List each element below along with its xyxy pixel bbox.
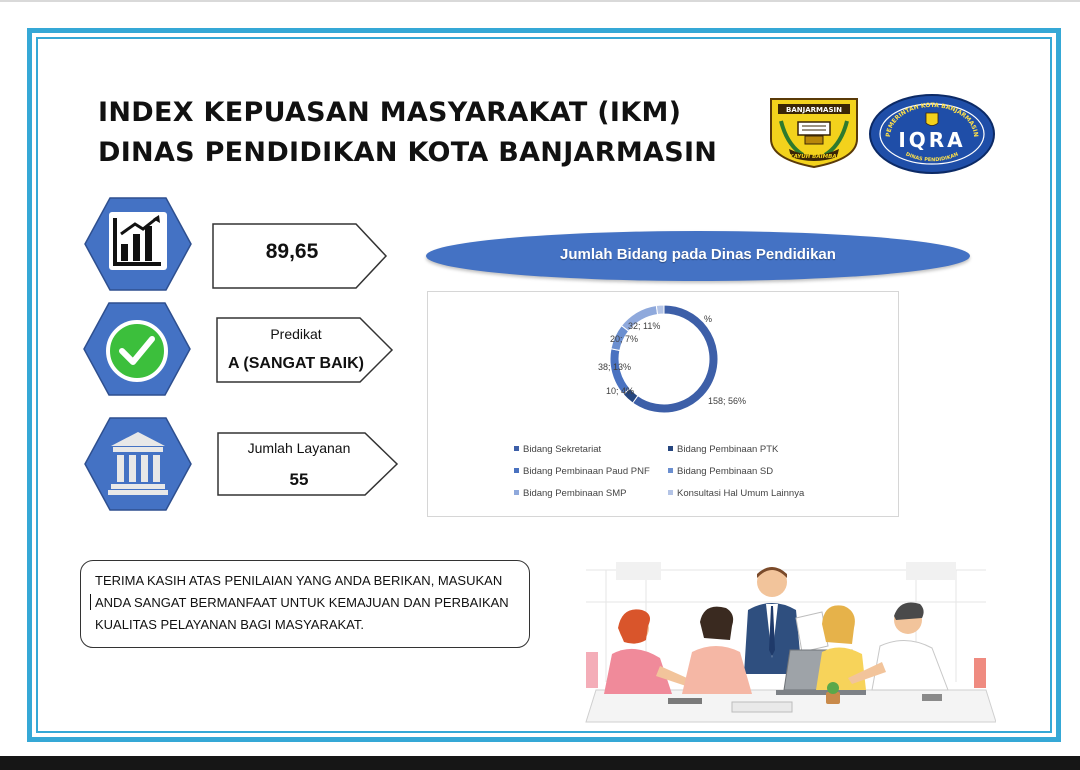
page-title — [98, 93, 717, 173]
top-divider — [0, 0, 1080, 2]
stat-hexagon-layanan — [83, 416, 193, 512]
legend-swatch — [668, 446, 673, 451]
jumlah-layanan-value: 55 — [289, 470, 309, 489]
svg-text:DINAS PENDIDIKAN: DINAS PENDIDIKAN — [904, 151, 960, 164]
stat-hexagon-predikat — [82, 301, 192, 397]
layanan-tag — [217, 432, 399, 496]
donut-data-label-bidang-sekretariat: 158; 56% — [708, 396, 747, 406]
score-tag — [212, 223, 388, 289]
legend-item-bidang-pembinaan-ptk — [668, 444, 778, 455]
legend-item-bidang-sekretariat — [514, 444, 601, 455]
title-line-1: INDEX KEPUASAN MASYARAKAT (IKM) — [98, 97, 682, 128]
donut-chart — [428, 292, 900, 518]
legend-swatch — [514, 490, 519, 495]
legend-label: Bidang Pembinaan SMP — [523, 488, 627, 499]
thank-you-message — [95, 570, 525, 636]
donut-slice-konsultasi-hal-umum-lainnya — [656, 305, 664, 314]
predikat-label: Predikat — [270, 326, 322, 342]
iqra-dinas-pendidikan-logo — [868, 93, 996, 175]
text-cursor — [90, 594, 91, 610]
legend-label: Bidang Pembinaan SD — [677, 466, 774, 477]
chart-title-banner — [426, 231, 970, 281]
legend-label: Bidang Pembinaan Paud PNF — [523, 466, 650, 477]
team-meeting-illustration — [576, 562, 996, 734]
legend-item-bidang-pembinaan-sd — [668, 466, 773, 477]
stat-hexagon-score — [83, 196, 193, 292]
predikat-value: A (SANGAT BAIK) — [228, 355, 364, 372]
legend-label: Bidang Sekretariat — [523, 444, 602, 455]
ikm-score-value: 89,65 — [265, 240, 319, 263]
legend-item-bidang-pembinaan-smp — [514, 488, 627, 499]
donut-data-label-bidang-pembinaan-sd: 20; 7% — [610, 334, 639, 344]
svg-text:PEMERINTAH KOTA BANJARMASIN: PEMERINTAH KOTA BANJARMASIN — [884, 101, 980, 138]
message-line-3: KUALITAS PELAYANAN BAGI MASYARAKAT. — [95, 617, 364, 632]
svg-text:BANJARMASIN: BANJARMASIN — [786, 106, 842, 114]
donut-chart-panel — [427, 291, 899, 517]
bar-chart-icon — [109, 212, 167, 270]
donut-data-label-konsultasi-hal-umum-lainnya: % — [704, 314, 713, 324]
donut-data-label-bidang-pembinaan-ptk: 10; 4% — [606, 386, 635, 396]
title-line-2: DINAS PENDIDIKAN KOTA BANJARMASIN — [98, 137, 718, 168]
legend-item-konsultasi-hal-umum-lainnya — [668, 488, 804, 499]
svg-text:IQRA: IQRA — [898, 128, 966, 152]
legend-swatch — [514, 446, 519, 451]
donut-data-label-bidang-pembinaan-smp: 32; 11% — [628, 321, 661, 331]
legend-swatch — [514, 468, 519, 473]
chart-title: Jumlah Bidang pada Dinas Pendidikan — [560, 246, 836, 263]
bottom-bar — [0, 756, 1080, 770]
legend-swatch — [668, 490, 673, 495]
predikat-tag — [216, 317, 394, 383]
donut-data-label-bidang-pembinaan-paud-pnf: 38; 13% — [598, 362, 632, 372]
jumlah-layanan-label: Jumlah Layanan — [247, 440, 351, 456]
thank-you-message-box — [80, 560, 530, 648]
legend-label: Bidang Pembinaan PTK — [677, 444, 779, 455]
banjarmasin-emblem-logo — [767, 95, 861, 169]
message-line-1: TERIMA KASIH ATAS PENILAIAN YANG ANDA BERIKAN, MASUKAN — [95, 573, 503, 588]
legend-label: Konsultasi Hal Umum Lainnya — [677, 488, 805, 499]
svg-text:KAYUH BAIMBAI: KAYUH BAIMBAI — [789, 154, 839, 160]
message-line-2: ANDA SANGAT BERMANFAAT UNTUK KEMAJUAN DAN PERBAIKAN — [95, 595, 509, 610]
legend-item-bidang-pembinaan-paud-pnf — [514, 466, 650, 477]
legend-swatch — [668, 468, 673, 473]
checkmark-icon — [108, 322, 166, 380]
